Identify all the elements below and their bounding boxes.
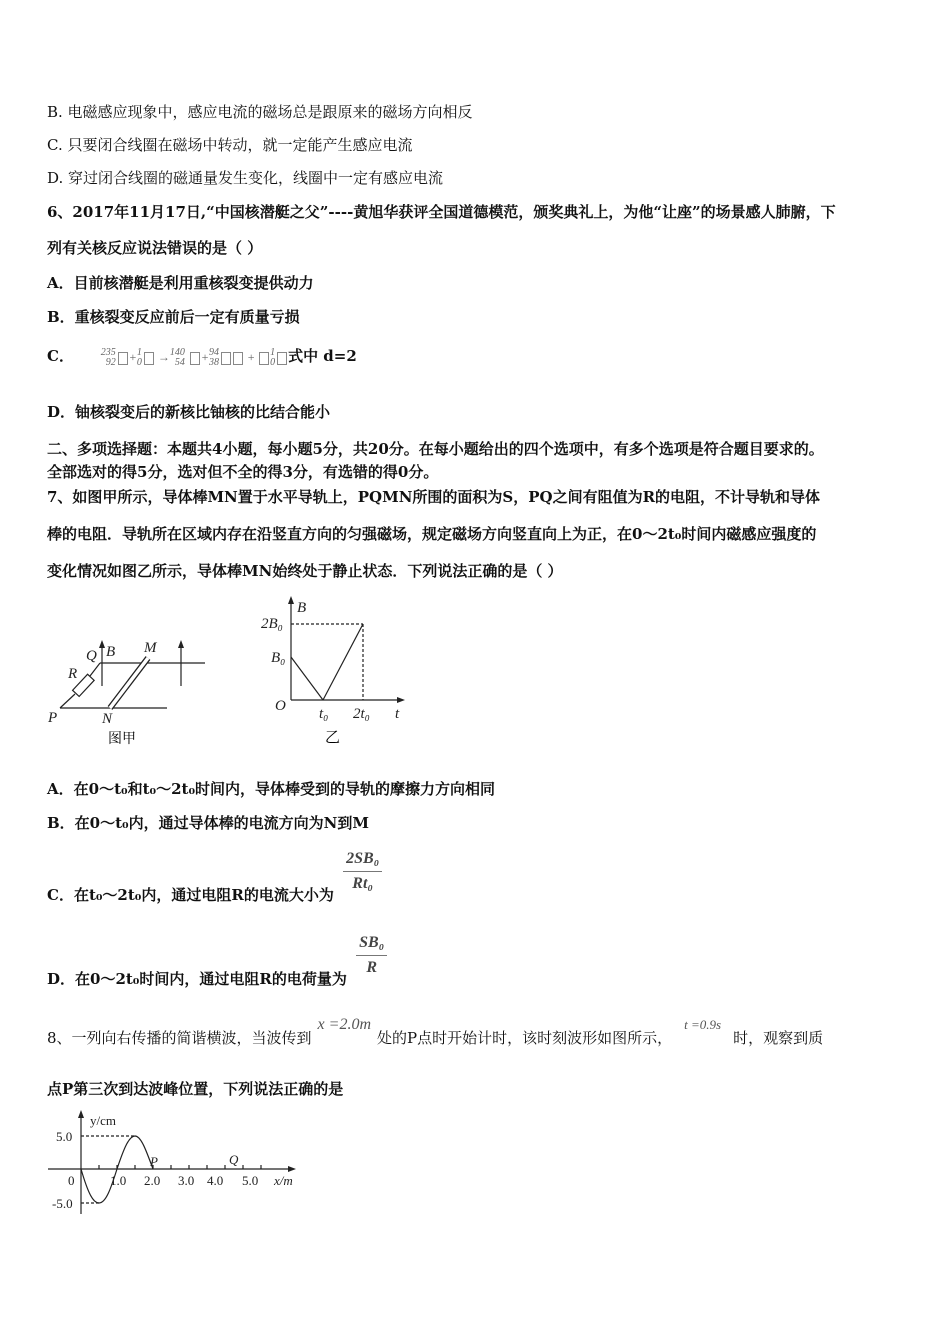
q8-stem-line2: 点P第三次到达波峰位置，下列说法正确的是: [47, 1080, 344, 1098]
q7-option-c: [47, 848, 382, 904]
q6-option-b: B．重核裂变反应前后一定有质量亏损: [47, 308, 300, 326]
option-text: C．在t₀～2t₀内，通过电阻R的电流大小为: [47, 885, 334, 904]
label-q: Q: [86, 648, 97, 664]
q6-stem-line1: 6、2017年11月17日,“中国核潜艇之父”----黄旭华获评全国道德模范，颁奖典礼上，为他“让座”的场景感人肺腑，下: [47, 203, 836, 221]
section2-line1: 二、多项选择题：本题共4小题，每小题5分，共20分。在每小题给出的四个选项中，有多个选项是符合题目要求的。: [47, 440, 824, 458]
point-q: Q: [229, 1152, 239, 1167]
tick-b0: B₀: [271, 650, 286, 666]
tick-y-5: 5.0: [56, 1129, 73, 1144]
tick-x-4: 4.0: [207, 1173, 224, 1188]
q7-stem-line2: 棒的电阻．导轨所在区域内存在沿竖直方向的匀强磁场，规定磁场方向竖直向上为正，在0～2t₀时间内磁感应强度的: [47, 525, 817, 543]
q6-option-d: D．铀核裂变后的新核比铀核的比结合能小: [47, 403, 331, 421]
caption-yi: 乙: [325, 730, 341, 746]
label-r: R: [68, 666, 78, 682]
q6-option-c: [47, 346, 357, 368]
nuclear-equation: 235 92 +1 0 →140 54 +94 38 + 1 0: [101, 350, 288, 364]
figure-wave-graph: [40, 1108, 310, 1218]
q5-option-b: B. 电磁感应现象中，感应电流的磁场总是跟原来的磁场方向相反: [47, 103, 473, 121]
q7-option-d: [47, 932, 387, 988]
tick-x-5: 5.0: [242, 1173, 259, 1188]
tick-t0: t₀: [319, 706, 329, 722]
label-p: P: [48, 710, 58, 726]
q6-option-a: A．目前核潜艇是利用重核裂变提供动力: [47, 274, 314, 292]
q7-option-b: B．在0～t₀内，通过导体棒的电流方向为N到M: [47, 814, 369, 832]
tick-y-neg5: -5.0: [52, 1196, 73, 1211]
point-p: P: [150, 1154, 158, 1169]
q8-stem-line1: 8、一列向右传播的简谐横波，当波传到x =2.0m处的P点时开始计时，该时刻波形如图所示，t =0.9s时，观察到质: [47, 1016, 824, 1047]
q7-stem-line3: 变化情况如图乙所示，导体棒MN始终处于静止状态．下列说法正确的是（ ）: [47, 562, 563, 580]
axis-label-b: B: [297, 600, 307, 616]
equation-note: 式中 d=2: [288, 347, 357, 365]
q5-option-c: C. 只要闭合线圈在磁场中转动，就一定能产生感应电流: [47, 136, 413, 154]
tick-x-2: 2.0: [144, 1173, 161, 1188]
option-text: D．在0～2t₀时间内，通过电阻R的电荷量为: [47, 969, 347, 988]
fraction-charge: $\frac{\text{SB₀}}{R}$: [356, 932, 387, 979]
figure-yi-b-t-graph: [255, 592, 415, 752]
label-b: B: [106, 644, 116, 660]
tick-x-3: 3.0: [178, 1173, 195, 1188]
x-axis-label: x/m: [274, 1173, 293, 1188]
q5-option-d: D. 穿过闭合线圈的磁通量发生变化，线圈中一定有感应电流: [47, 169, 444, 187]
tick-x-1: 1.0: [110, 1173, 127, 1188]
q6-stem-line2: 列有关核反应说法错误的是（ ）: [47, 239, 263, 257]
formula-t: t =0.9s: [684, 1017, 722, 1032]
q7-option-a: A．在0～t₀和t₀～2t₀时间内，导体棒受到的导轨的摩擦力方向相同: [47, 780, 496, 798]
label-n: N: [102, 711, 113, 727]
tick-origin: 0: [68, 1173, 75, 1188]
tick-2b0: 2B₀: [261, 616, 283, 632]
axis-label-t: t: [395, 706, 400, 722]
section2-line2: 全部选对的得5分，选对但不全的得3分，有选错的得0分。: [47, 463, 439, 481]
fraction-current: $\frac{\text{2SB₀}}{\text{Rt₀}}$: [343, 848, 382, 895]
formula-x: x =2.0m: [317, 1016, 371, 1033]
caption-jia: 图甲: [108, 732, 136, 747]
y-axis-label: y/cm: [90, 1113, 116, 1128]
tick-2t0: 2t₀: [353, 706, 370, 722]
q7-stem-line1: 7、如图甲所示，导体棒MN置于水平导轨上，PQMN所围的面积为S，PQ之间有阻值为R的电阻，不计导轨和导体: [47, 488, 821, 506]
option-label: C．: [47, 347, 74, 365]
figure-jia-circuit: [40, 590, 220, 750]
label-m: M: [144, 640, 157, 656]
origin-label: O: [275, 698, 286, 714]
